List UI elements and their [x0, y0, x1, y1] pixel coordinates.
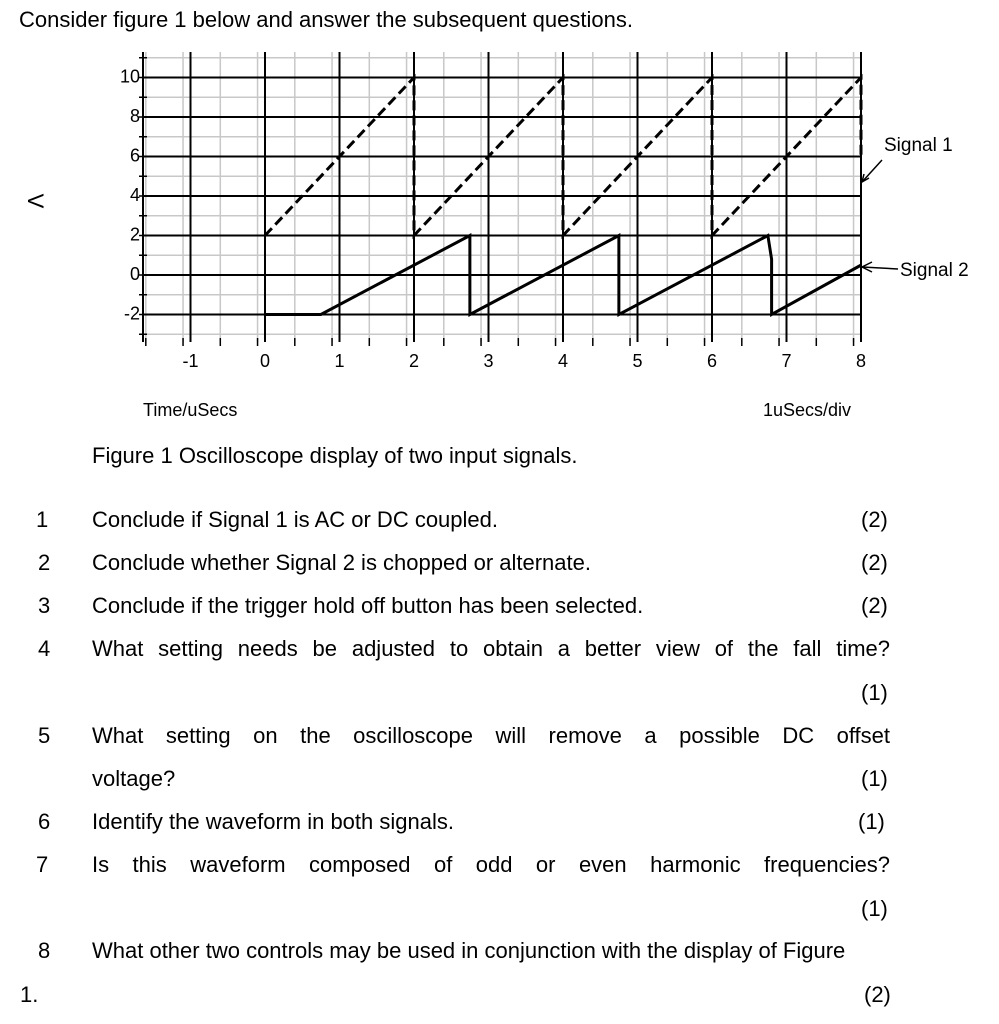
oscilloscope-chart	[0, 40, 999, 440]
x-tick-label: 7	[781, 351, 792, 371]
x-tick-label: 4	[557, 351, 569, 371]
signal2-label: Signal 2	[900, 260, 969, 281]
x-tick-label: 8	[855, 351, 867, 371]
question-text: Conclude if Signal 1 is AC or DC coupled.	[92, 507, 498, 532]
x-tick-label: 3	[483, 351, 494, 371]
question-marks: (1)	[858, 809, 885, 834]
question-text: Is this waveform composed of odd or even harmonic frequencies?	[92, 852, 890, 877]
signal1-label: Signal 1	[884, 135, 953, 156]
question-marks: (2)	[861, 507, 888, 532]
y-tick-label: 8	[129, 105, 140, 126]
y-tick-label: -2	[123, 303, 140, 324]
question-text: What setting on the oscilloscope will remove a possible DC offset	[92, 723, 890, 748]
signal2-pointer	[862, 267, 898, 269]
question-text: What other two controls may be used in conjunction with the display of Figure	[92, 938, 846, 963]
x-tick-label: -1	[182, 351, 199, 371]
question-text: What setting needs be adjusted to obtain a better view of the fall time?	[92, 636, 890, 661]
question-marks: (1)	[861, 680, 888, 705]
y-tick-label: 0	[129, 263, 140, 284]
question-number: 4	[38, 636, 51, 661]
question-marks: (2)	[864, 982, 891, 1007]
x-tick-label: 6	[706, 351, 718, 371]
x-tick-label: 0	[259, 351, 271, 371]
question-marks: (1)	[861, 896, 888, 921]
timebase-label: 1uSecs/div	[763, 400, 852, 420]
x-tick-label: 1	[334, 351, 345, 371]
x-tick-label: 2	[408, 351, 420, 371]
question-marks: (2)	[861, 593, 888, 618]
question-marks: (1)	[861, 766, 888, 791]
tick-labels	[120, 66, 866, 371]
annotations	[862, 160, 898, 272]
question-number: 6	[38, 809, 51, 834]
figure-caption: Figure 1 Oscilloscope display of two input signals.	[92, 443, 578, 468]
question-text: Identify the waveform in both signals.	[92, 809, 454, 834]
question-text: 1.	[20, 982, 39, 1007]
question-number: 2	[38, 550, 51, 575]
y-tick-label: 2	[129, 224, 140, 245]
signal1-pointer	[862, 160, 882, 182]
question-number: 8	[38, 938, 51, 963]
question-number: 3	[38, 593, 51, 618]
question-text: Conclude whether Signal 2 is chopped or alternate.	[92, 550, 591, 575]
y-tick-label: 10	[119, 66, 140, 87]
question-text: voltage?	[92, 766, 176, 791]
x-tick-label: 5	[632, 351, 643, 371]
x-axis-label: Time/uSecs	[143, 400, 238, 420]
y-axis-label: V	[23, 193, 49, 209]
question-marks: (2)	[861, 550, 888, 575]
y-tick-label: 6	[129, 145, 140, 166]
intro-text: Consider figure 1 below and answer the subsequent questions.	[19, 7, 633, 32]
question-number: 1	[36, 507, 49, 532]
question-number: 5	[38, 723, 51, 748]
y-tick-label: 4	[129, 184, 140, 205]
question-number: 7	[36, 852, 49, 877]
question-text: Conclude if the trigger hold off button has been selected.	[92, 593, 644, 618]
